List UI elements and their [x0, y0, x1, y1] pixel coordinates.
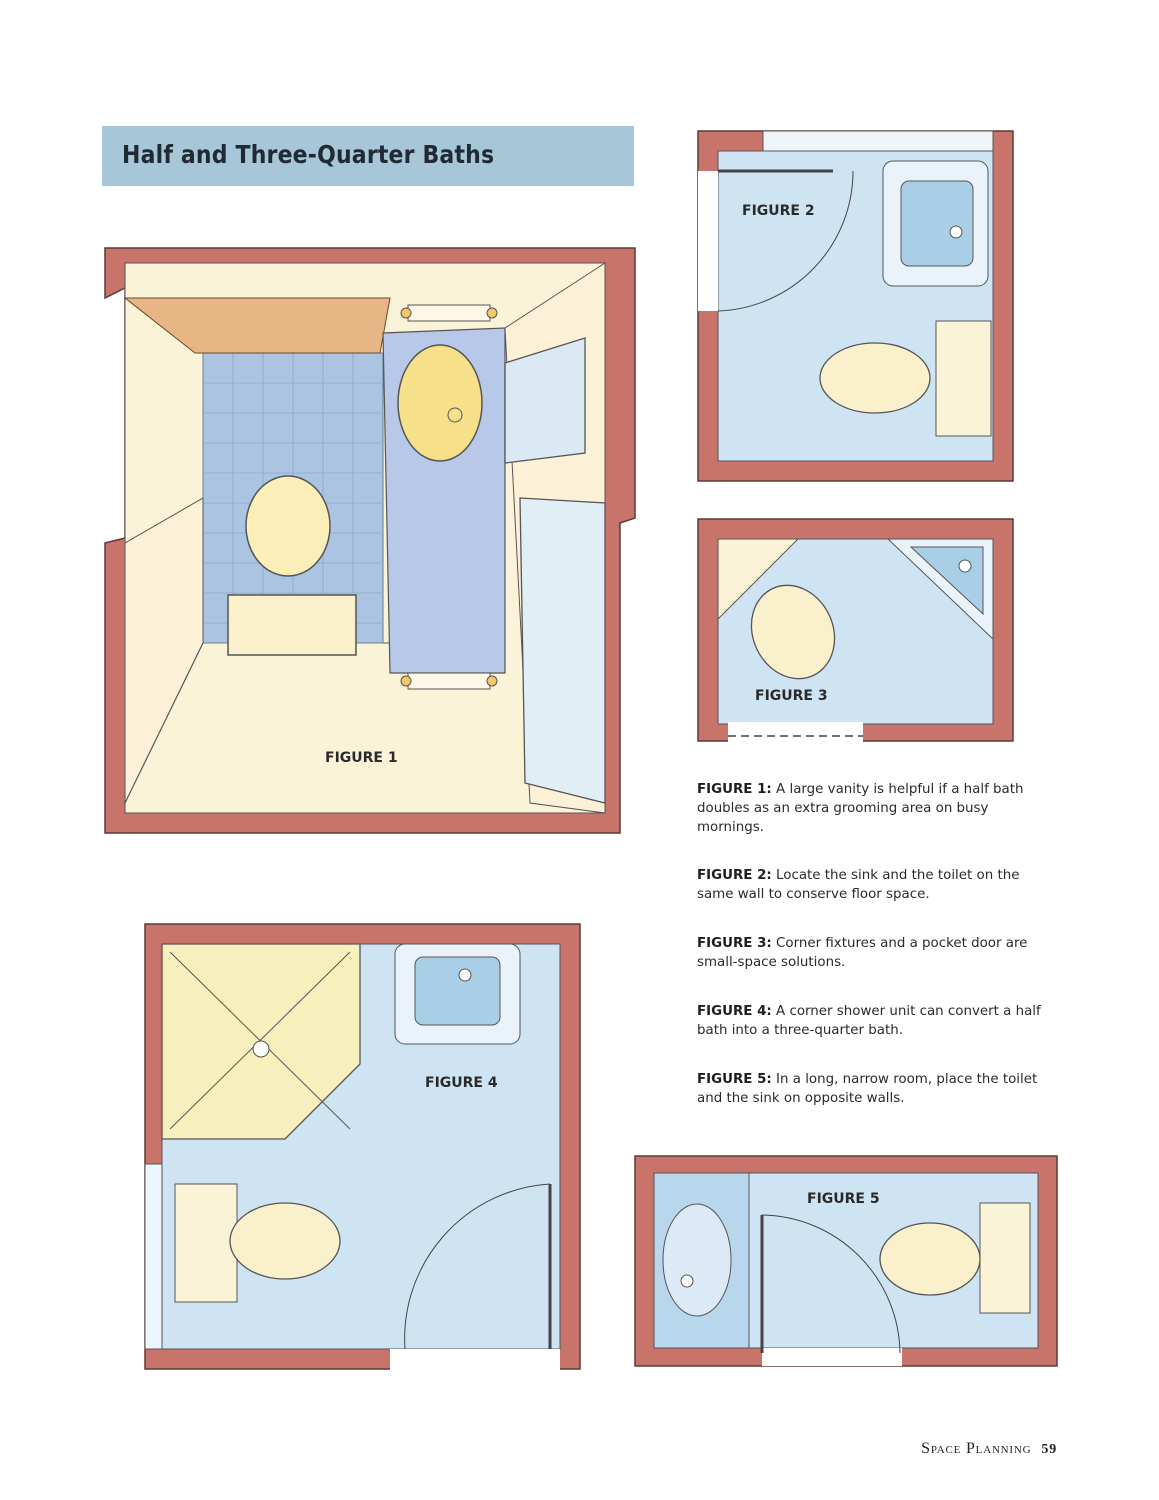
caption-figure-5: FIGURE 5: In a long, narrow room, place the toilet and the sink on opposite walls.: [697, 1072, 1038, 1106]
fig2-window: [763, 131, 993, 151]
fig1-towel-bar-bottom: [408, 673, 490, 689]
fig4-door-gap: [390, 1349, 560, 1374]
page-number: 59: [1041, 1442, 1057, 1457]
fig1-shower-door: [520, 498, 605, 803]
figure-4-label: FIGURE 4: [425, 1075, 498, 1091]
fig2-sink-basin: [901, 181, 973, 266]
fig4-window: [145, 1164, 162, 1349]
fig2-toilet-tank: [936, 321, 991, 436]
caption-figure-2: FIGURE 2: Locate the sink and the toilet on the same wall to conserve floor space.: [697, 868, 1020, 902]
figure-5-illustration: [632, 1153, 1062, 1371]
figure-5-label: FIGURE 5: [807, 1191, 880, 1207]
fig5-door-gap: [762, 1348, 902, 1366]
fig5-toilet-tank: [980, 1203, 1030, 1313]
fig4-toilet-bowl: [230, 1203, 340, 1279]
footer-section-title: Space Planning: [921, 1440, 1032, 1457]
figure-1-illustration: [100, 243, 640, 838]
fig2-toilet-bowl: [820, 343, 930, 413]
fig1-towel-bar-top: [408, 305, 490, 321]
fig1-sink: [398, 345, 482, 461]
figure-2-label: FIGURE 2: [742, 203, 815, 219]
figure-1-label: FIGURE 1: [325, 750, 398, 766]
fig5-toilet-bowl: [880, 1223, 980, 1295]
page-footer: [921, 1440, 1057, 1458]
fig3-door-gap: [728, 722, 863, 742]
figure-4-illustration: [140, 919, 590, 1374]
section-title: Half and Three-Quarter Baths: [122, 140, 495, 169]
fig5-sink-basin: [663, 1204, 731, 1316]
fig4-sink-basin: [415, 957, 500, 1025]
caption-figure-1: FIGURE 1: A large vanity is helpful if a half bath doubles as an extra grooming area on busy mornings.: [697, 782, 1024, 835]
figure-2-illustration: [693, 126, 1023, 486]
figure-3-illustration: [693, 514, 1023, 744]
caption-figure-4: FIGURE 4: A corner shower unit can convert a half bath into a three-quarter bath.: [697, 1004, 1041, 1038]
fig1-toilet-bowl: [246, 476, 330, 576]
fig4-toilet-tank: [175, 1184, 237, 1302]
figure-3-label: FIGURE 3: [755, 688, 828, 704]
caption-figure-3: FIGURE 3: Corner fixtures and a pocket door are small-space solutions.: [697, 936, 1028, 970]
fig2-door-gap: [698, 171, 718, 311]
section-header: [102, 126, 634, 186]
fig4-shower-drain: [253, 1041, 269, 1057]
fig1-toilet-tank: [228, 595, 356, 655]
